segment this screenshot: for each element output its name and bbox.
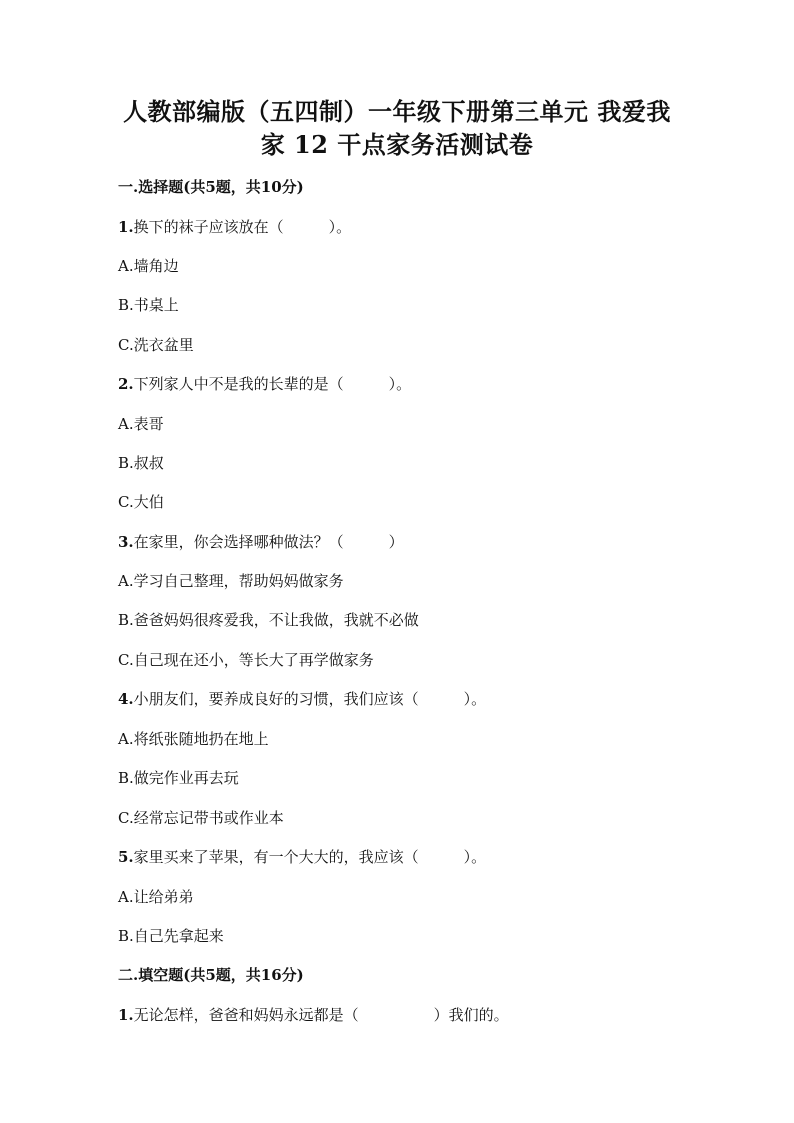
fill-question-1: [118, 1004, 509, 1026]
question-text: 换下的袜子应该放在（ ）。: [133, 218, 352, 236]
question-number: 5.: [118, 848, 134, 866]
option-b: B.爸爸妈妈很疼爱我，不让我做，我就不必做: [118, 611, 419, 629]
question-2: [118, 373, 411, 395]
question-number: 2.: [118, 375, 134, 393]
option-a: A.让给弟弟: [118, 888, 194, 906]
option-c: C.经常忘记带书或作业本: [118, 809, 284, 827]
question-text: 在家里，你会选择哪种做法？（ ）: [133, 533, 404, 551]
option-c: C.洗衣盆里: [118, 336, 194, 354]
option-b: B.叔叔: [118, 454, 164, 472]
option-c: C.大伯: [118, 493, 164, 511]
question-text: 下列家人中不是我的长辈的是（ ）。: [133, 375, 412, 393]
option-b: B.自己先拿起来: [118, 927, 224, 945]
question-text: 家里买来了苹果，有一个大大的，我应该（ ）。: [133, 848, 487, 866]
question-4: [118, 688, 486, 710]
page-title-line-1: 人教部编版（五四制）一年级下册第三单元 我爱我: [123, 97, 671, 126]
option-b: B.做完作业再去玩: [118, 769, 239, 787]
option-a: A.墙角边: [118, 257, 179, 275]
section-heading-fill-blank: 二.填空题(共5题，共16分): [118, 966, 304, 984]
question-number: 1.: [118, 1006, 134, 1024]
question-number: 4.: [118, 690, 134, 708]
option-a: A.将纸张随地扔在地上: [118, 730, 269, 748]
question-text: 无论怎样，爸爸和妈妈永远都是（ ）我们的。: [133, 1006, 509, 1024]
question-1: [118, 216, 351, 238]
page-title-line-2: 家 12 干点家务活测试卷: [260, 130, 534, 159]
option-b: B.书桌上: [118, 296, 179, 314]
question-text: 小朋友们，要养成良好的习惯，我们应该（ ）。: [133, 690, 487, 708]
question-5: [118, 846, 486, 868]
option-a: A.学习自己整理，帮助妈妈做家务: [118, 572, 344, 590]
section-heading-choice: 一.选择题(共5题，共10分): [118, 178, 304, 196]
question-3: [118, 531, 404, 553]
question-number: 3.: [118, 533, 134, 551]
option-c: C.自己现在还小，等长大了再学做家务: [118, 651, 374, 669]
option-a: A.表哥: [118, 415, 164, 433]
question-number: 1.: [118, 218, 134, 236]
